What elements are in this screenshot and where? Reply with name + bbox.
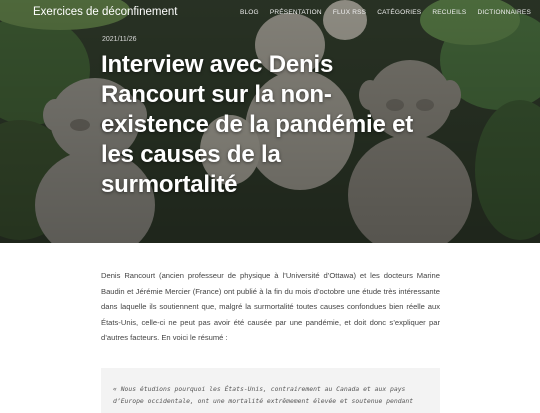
nav-rss-feed[interactable]: FLUX RSS: [332, 9, 367, 16]
top-navigation-bar: [0, 0, 540, 28]
article-body: [101, 268, 440, 346]
nav-collections[interactable]: RECUEILS: [432, 9, 467, 16]
site-title-link[interactable]: Exercices de déconfinement: [33, 6, 178, 18]
post-date: 2021/11/26: [102, 36, 137, 43]
main-nav: [240, 9, 531, 16]
blockquote-text: « Nous étudions pourquoi les États-Unis, contrairement au Canada et aux pays d’Europe occidentale, ont une mortalité extrêmement élevée et soutenue pendant: [113, 385, 414, 405]
article-intro-paragraph: Denis Rancourt (ancien professeur de physique à l’Université d’Ottawa) et les docteurs Marine Baudin et Jérémie Mercier (France) ont publié à la fin du mois d’octobre une étude très intéressante dans laquelle ils soutiennent que, malgré la surmortalité toutes causes confondues bien réelle aux États-Unis, celle-ci ne peut pas avoir été causée par une pandémie, et doit donc s’expliquer par d’autres facteurs. En voici le résumé :: [101, 271, 440, 342]
nav-categories[interactable]: CATÉGORIES: [377, 9, 422, 16]
article-blockquote: [101, 368, 440, 413]
nav-presentation[interactable]: PRÉSENTATION: [269, 9, 322, 16]
post-title: Interview avec Denis Rancourt sur la non-existence de la pandémie et les causes de la surmortalité: [101, 51, 414, 198]
nav-blog[interactable]: BLOG: [239, 9, 259, 16]
nav-dictionaries[interactable]: DICTIONNAIRES: [477, 9, 531, 16]
